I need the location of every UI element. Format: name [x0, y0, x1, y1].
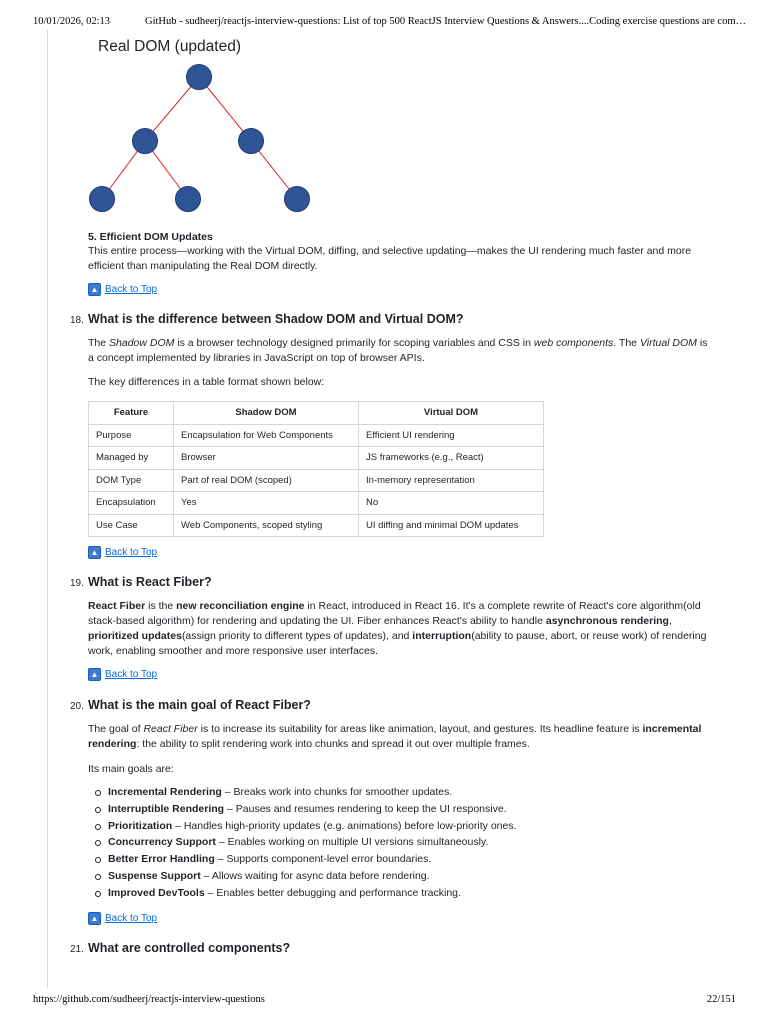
- table-cell: UI diffing and minimal DOM updates: [359, 514, 544, 537]
- print-title: GitHub - sudheerj/reactjs-interview-questions: List of top 500 ReactJS Interview Questions & Answers....Coding exercise questions are com…: [145, 16, 747, 27]
- page-number: 22/151: [706, 994, 736, 1005]
- arrow-up-icon: ▲: [88, 283, 101, 296]
- table-cell: Part of real DOM (scoped): [174, 469, 359, 492]
- q20-heading: 20. What is the main goal of React Fiber?: [70, 698, 311, 712]
- table-cell: Yes: [174, 492, 359, 515]
- table-cell: Efficient UI rendering: [359, 424, 544, 447]
- q18-intro: The Shadow DOM is a browser technology designed primarily for scoping variables and CSS in web components. The Virtual DOM is a concept implemented by libraries in JavaScript on top of browser APIs.: [88, 337, 708, 364]
- q19-text: React Fiber is the new reconciliation engine in React, introduced in React 16. It's a complete rewrite of React's core algorithm(old stack-based algorithm) for rendering and updating the UI. Fiber enhances React's ability to handle asynchronous rendering, prioritized updates(assign priority to different types of updates), and interruption(ability to pause, abort, or reuse work) of rendering work, enabling smoother and more responsive user interfaces.: [88, 600, 707, 657]
- back-to-top-link[interactable]: ▲ Back to Top: [88, 668, 157, 681]
- table-row: [89, 514, 544, 537]
- back-to-top-link[interactable]: ▲ Back to Top: [88, 912, 157, 925]
- table-header-cell: Feature: [89, 402, 174, 425]
- list-item: Interruptible Rendering – Pauses and resumes rendering to keep the UI responsive.: [108, 801, 517, 818]
- list-item: Suspense Support – Allows waiting for async data before rendering.: [108, 868, 517, 885]
- table-row: [89, 469, 544, 492]
- q18-table-intro: The key differences in a table format shown below:: [88, 376, 325, 388]
- q19-heading: 19. What is React Fiber?: [70, 575, 212, 589]
- table-cell: JS frameworks (e.g., React): [359, 447, 544, 470]
- table-cell: Managed by: [89, 447, 174, 470]
- shadow-vs-virtual-table: [88, 401, 544, 537]
- table-header-cell: Shadow DOM: [174, 402, 359, 425]
- table-cell: Purpose: [89, 424, 174, 447]
- arrow-up-icon: ▲: [88, 546, 101, 559]
- table-cell: Encapsulation: [89, 492, 174, 515]
- q20-text: The goal of React Fiber is to increase its suitability for areas like animation, layout, and gestures. Its headline feature is incremental rendering: the ability to split rendering work into chunks and spread it out over multiple frames.: [88, 723, 702, 750]
- list-item: Concurrency Support – Enables working on multiple UI versions simultaneously.: [108, 834, 517, 851]
- diagram-title: Real DOM (updated): [98, 38, 242, 55]
- back-to-top-link[interactable]: ▲ Back to Top: [88, 283, 157, 296]
- section5-heading: 5. Efficient DOM Updates: [88, 231, 213, 243]
- back-to-top-link[interactable]: ▲ Back to Top: [88, 546, 157, 559]
- list-item: Improved DevTools – Enables better debugging and performance tracking.: [108, 885, 517, 902]
- table-cell: No: [359, 492, 544, 515]
- table-row: [89, 492, 544, 515]
- table-header-cell: Virtual DOM: [359, 402, 544, 425]
- q18-heading: 18. What is the difference between Shadow DOM and Virtual DOM?: [70, 312, 464, 326]
- table-row: [89, 447, 544, 470]
- list-item: Incremental Rendering – Breaks work into chunks for smoother updates.: [108, 784, 517, 801]
- list-item: Better Error Handling – Supports component-level error boundaries.: [108, 851, 517, 868]
- list-item: Prioritization – Handles high-priority updates (e.g. animations) before low-priority ones.: [108, 818, 517, 835]
- print-url: https://github.com/sudheerj/reactjs-interview-questions: [33, 994, 265, 1005]
- arrow-up-icon: ▲: [88, 668, 101, 681]
- table-cell: Encapsulation for Web Components: [174, 424, 359, 447]
- print-date: 10/01/2026, 02:13: [33, 16, 111, 27]
- table-cell: In-memory representation: [359, 469, 544, 492]
- q20-goals-intro: Its main goals are:: [88, 763, 174, 775]
- table-cell: Use Case: [89, 514, 174, 537]
- table-row: [89, 424, 544, 447]
- table-cell: Web Components, scoped styling: [174, 514, 359, 537]
- section5-text: This entire process—working with the Virtual DOM, diffing, and selective updating—makes the UI rendering much faster and more efficient than manipulating the Real DOM directly.: [88, 245, 692, 272]
- table-cell: DOM Type: [89, 469, 174, 492]
- arrow-up-icon: ▲: [88, 912, 101, 925]
- fiber-goals-list: [88, 784, 517, 902]
- table-header-row: [89, 402, 544, 425]
- table-cell: Browser: [174, 447, 359, 470]
- q21-heading: 21. What are controlled components?: [70, 941, 291, 955]
